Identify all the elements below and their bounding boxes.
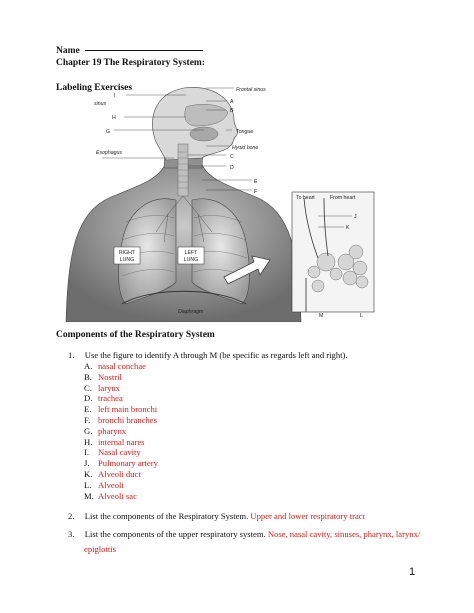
question-3-answer-line1: Nose, nasal cavity, sinuses, pharynx, larynx/	[267, 529, 421, 539]
list-item: E. left main bronchi	[84, 404, 158, 415]
label-m: M	[319, 313, 324, 319]
answer-text: Alveoli duct	[98, 468, 141, 479]
respiratory-anatomy-figure	[56, 82, 376, 322]
label-f: F	[254, 189, 258, 195]
diaphragm-label: Diaphragm	[178, 309, 204, 315]
list-item: H. internal nares	[84, 436, 145, 447]
answer-text: Nasal cavity	[98, 447, 141, 458]
list-item: I. Nasal cavity	[84, 447, 141, 458]
page-number: 1	[409, 566, 416, 578]
hyoid-bone-label: Hyoid bone	[232, 145, 259, 151]
list-item: C. larynx	[84, 382, 120, 393]
answer-text: trachea	[98, 393, 123, 404]
question-1	[68, 350, 348, 360]
label-k: K	[346, 225, 350, 231]
label-j: J	[354, 214, 357, 220]
name-blank-line	[85, 50, 203, 51]
question-2	[68, 511, 365, 521]
question-3-number: 3.	[68, 529, 75, 539]
components-heading: Components of the Respiratory System	[56, 330, 215, 340]
sinus-label: sinus	[94, 101, 107, 107]
question-2-answer: Upper and lower respiratory tract	[250, 511, 365, 521]
answer-text: internal nares	[98, 436, 145, 447]
answer-text: Alveoli	[98, 479, 124, 490]
label-a: A	[230, 99, 234, 105]
tongue-label: Tongue	[236, 129, 254, 135]
label-i: I	[114, 93, 116, 99]
question-1-number: 1.	[68, 350, 75, 360]
to-heart-label: To heart	[296, 195, 315, 201]
right-lung-label: RIGHT	[118, 250, 136, 256]
label-l: L	[360, 313, 363, 319]
tongue-shape	[190, 127, 218, 141]
list-item: D. trachea	[84, 393, 123, 404]
name-label: Name	[56, 46, 80, 56]
list-item: M. Alveoli sac	[84, 490, 137, 501]
list-item: K. Alveoli duct	[84, 468, 141, 479]
answer-text: Alveoli sac	[98, 490, 137, 501]
chapter-title: Chapter 19 The Respiratory System:	[56, 58, 205, 68]
answer-text: left main bronchi	[98, 404, 158, 415]
answer-text: Pulmonary artery	[98, 458, 158, 469]
list-item: G. pharynx	[84, 425, 127, 436]
list-item: A. nasal conchae	[84, 361, 146, 371]
question-3-text: List the components of the upper respiratory system.	[84, 529, 266, 539]
esophagus-label: Esophagus	[96, 150, 122, 156]
question-2-number: 2.	[68, 511, 75, 521]
name-field	[56, 46, 203, 56]
svg-text:LUNG: LUNG	[183, 257, 199, 263]
label-h: H	[112, 115, 116, 121]
question-2-text: List the components of the Respiratory System.	[84, 511, 249, 521]
frontal-sinus-label: Frontal sinus	[236, 87, 266, 93]
answer-list	[84, 361, 158, 501]
from-heart-label: From heart	[330, 195, 356, 201]
left-lung-label: LEFT	[184, 250, 198, 256]
labeling-exercises-heading: Labeling Exercises	[56, 83, 133, 93]
answer-text: Nostril	[98, 371, 122, 382]
list-item: F. bronchi branches	[84, 414, 157, 425]
label-e: E	[254, 179, 258, 185]
answer-text: pharynx	[98, 425, 127, 436]
svg-text:LUNG: LUNG	[119, 257, 135, 263]
answer-text: bronchi branches	[98, 414, 157, 425]
label-d: D	[230, 165, 234, 171]
answer-text: nasal conchae	[98, 361, 146, 371]
label-c: C	[230, 154, 234, 160]
label-b: B	[230, 108, 234, 114]
list-item: L. Alveoli	[84, 479, 124, 490]
question-3-answer-line2: epiglottis	[84, 544, 116, 554]
question-1-text: Use the figure to identify A through M (be specific as regards left and right).	[84, 350, 348, 360]
question-3	[68, 529, 420, 539]
answer-text: larynx	[98, 382, 120, 393]
list-item: J. Pulmonary artery	[84, 458, 158, 469]
list-item: B. Nostril	[84, 371, 122, 382]
label-g: G	[106, 129, 111, 135]
